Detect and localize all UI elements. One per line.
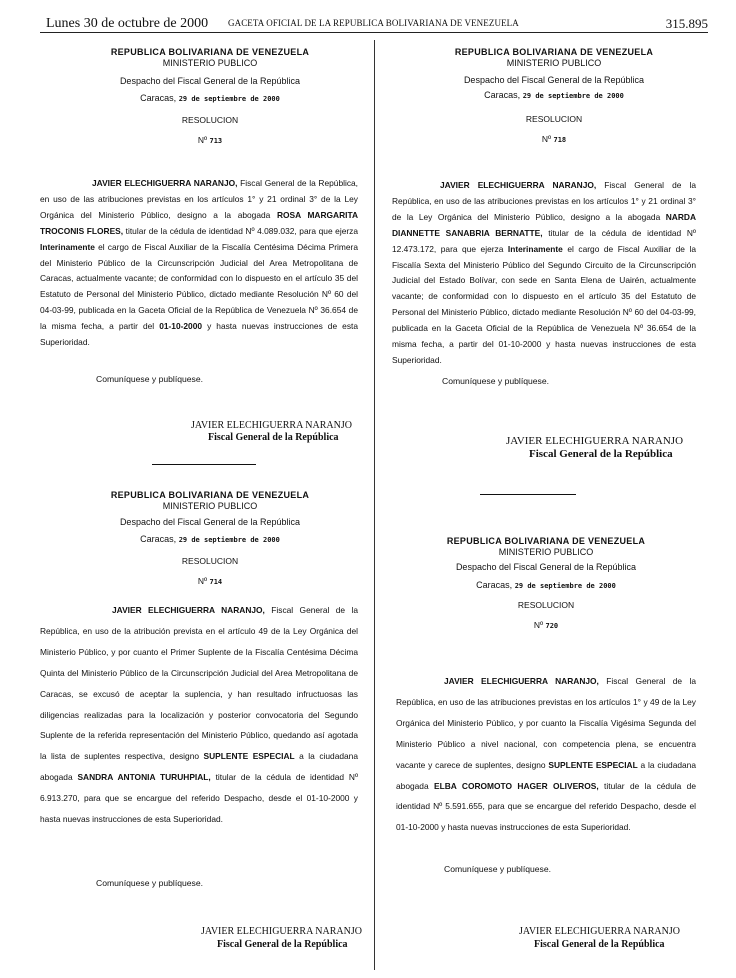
issue-date: Lunes 30 de octubre de 2000 xyxy=(46,16,209,31)
resolution-label: RESOLUCION xyxy=(525,114,583,124)
appointment-type: Interinamente xyxy=(507,243,563,254)
ministry-heading: MINISTERIO PUBLICO xyxy=(162,58,258,68)
body-segment: titular de la cédula de identidad Nº 12.473.172, para que ejerza xyxy=(392,227,696,254)
number-prefix: Nº xyxy=(197,576,208,586)
number-prefix: Nº xyxy=(541,134,552,144)
signer-name: JAVIER ELECHIGUERRA NARANJO xyxy=(191,420,352,431)
office-heading: Despacho del Fiscal General de la República xyxy=(463,75,645,85)
appointee-name: ELBA COROMOTO HAGER OLIVEROS, xyxy=(434,780,599,791)
body-segment: Fiscal General de la República, en uso de las atribuciones previstas en los artículos 1° y 49 de la Ley Orgánica del Ministerio Público, y por cuanto la Fiscalía Vigésima Segunda del Ministerio Público a nivel nacional, con competencia plena, se encuentra vacante y carece de suplentes, designo xyxy=(396,676,696,770)
appointee-name: NARDA DIANNETTE SANABRIA BERNATTE, xyxy=(392,211,696,238)
place: Caracas, xyxy=(140,534,177,544)
resolution-number xyxy=(60,135,360,145)
place-date xyxy=(60,93,360,103)
place-date xyxy=(396,580,696,590)
appointee-name: SANDRA ANTONIA TURUHPIAL, xyxy=(77,772,211,783)
resolution-number xyxy=(396,620,696,630)
number-value: 713 xyxy=(209,137,223,145)
closing: Comuníquese y publíquese. xyxy=(96,878,204,888)
country-heading: REPUBLICA BOLIVARIANA DE VENEZUELA xyxy=(454,47,654,57)
gazette-title: GACETA OFICIAL DE LA REPUBLICA BOLIVARIANA DE VENEZUELA xyxy=(228,18,519,28)
ministry-heading: MINISTERIO PUBLICO xyxy=(162,501,258,511)
resolution-date: 29 de septiembre de 2000 xyxy=(178,95,280,103)
resolution-date: 29 de septiembre de 2000 xyxy=(522,92,624,100)
body-segment: y hasta nuevas instrucciones de esta Superioridad. xyxy=(40,321,358,348)
number-value: 714 xyxy=(209,578,223,586)
ministry-heading: MINISTERIO PUBLICO xyxy=(506,58,602,68)
appointee-name: ROSA MARGARITA TROCONIS FLORES, xyxy=(40,209,359,236)
office-heading: Despacho del Fiscal General de la República xyxy=(119,517,301,527)
separator-rule xyxy=(480,494,576,495)
resolution-body xyxy=(392,178,696,369)
signer-title: Fiscal General de la República xyxy=(534,939,665,950)
number-value: 718 xyxy=(553,136,567,144)
signer-name-inline: JAVIER ELECHIGUERRA NARANJO, xyxy=(440,180,597,190)
appointment-type: SUPLENTE ESPECIAL xyxy=(548,759,638,770)
closing: Comuníquese y publíquese. xyxy=(442,376,550,386)
place: Caracas, xyxy=(476,580,513,590)
resolution-label: RESOLUCION xyxy=(517,600,575,610)
body-segment: titular de la cédula de identidad Nº 5.591.655, para que se encargue del referido Despacho, desde el 01-10-2000 y hasta nuevas instrucciones de esta Superioridad. xyxy=(396,780,696,833)
page-number: 315.895 xyxy=(665,16,708,31)
body-segment: titular de la cédula de identidad Nº 6.913.270, para que se encargue del referido Despacho, desde el 01-10-2000 y hasta nuevas instrucciones de esta Superioridad. xyxy=(40,772,358,825)
country-heading: REPUBLICA BOLIVARIANA DE VENEZUELA xyxy=(446,536,646,546)
resolution-date: 29 de septiembre de 2000 xyxy=(514,582,616,590)
number-prefix: Nº xyxy=(197,135,208,145)
signer-title: Fiscal General de la República xyxy=(208,432,339,443)
resolution-number xyxy=(404,134,704,144)
resolution-number xyxy=(60,576,360,586)
body-segment: el cargo de Fiscal Auxiliar de la Fiscalía Centésima Décima Primera del Ministerio Público de la Circunscripción Judicial del Area Metropolitana de Caracas, actualmente vacante; de conformidad con lo dispuesto en el artículo 35 del Estatuto de Personal del Ministerio Público, dictado mediante Resolución Nº 60 del 04-03-99, publicada en la Gaceta Oficial de la República de Venezuela Nº 36.654 de la misma fecha, a partir del xyxy=(40,241,358,332)
signer-name-inline: JAVIER ELECHIGUERRA NARANJO, xyxy=(444,676,599,686)
resolution-body xyxy=(396,671,696,838)
column-divider xyxy=(374,40,375,970)
resolution-body xyxy=(40,600,358,830)
appointment-type: Interinamente xyxy=(40,241,95,252)
separator-rule xyxy=(152,464,256,465)
place: Caracas, xyxy=(140,93,177,103)
page-header xyxy=(28,14,708,34)
body-segment: Fiscal General de la República, en uso de las atribuciones previstas en los artículos 1° y 21 ordinal 3° de la Ley Orgánica del Ministerio Público, designo a la abogada xyxy=(392,180,697,222)
body-segment: a la ciudadana abogada xyxy=(40,751,358,783)
resolution-label: RESOLUCION xyxy=(181,556,239,566)
place-date xyxy=(60,534,360,544)
country-heading: REPUBLICA BOLIVARIANA DE VENEZUELA xyxy=(110,490,310,500)
resolution-body xyxy=(40,176,358,351)
resolution-date: 29 de septiembre de 2000 xyxy=(178,536,280,544)
signer-name: JAVIER ELECHIGUERRA NARANJO xyxy=(201,926,362,937)
place: Caracas, xyxy=(484,90,521,100)
ministry-heading: MINISTERIO PUBLICO xyxy=(498,547,594,557)
body-segment: Fiscal General de la República, en uso de la atribución prevista en el artículo 49 de la Ley Orgánica del Ministerio Público, y por cuanto el Primer Suplente de la Fiscalía Centésima Décima Quinta del Ministerio Público de la Circunscripción Judicial del Area Metropolitana de Caracas, se excusó de aceptar la suplencia, y han resultado infructuosas las diligencias realizadas para la localización y posterior convocatoria del Segundo Suplente de la referida representación del Ministerio Público, quedando así agotada la lista de suplentes respectiva, designo xyxy=(40,605,358,762)
body-segment: el cargo de Fiscal Auxiliar de la Fiscalía Sexta del Ministerio Público del Segundo Circuito de la Circunscripción Judicial del Estado Bolívar, con sede en Santa Elena de Uairén, actualmente vacante; de conformidad con lo dispuesto en el artículo 35 del Estatuto de Personal del Ministerio Público, dictado mediante Resolución Nº 60 del 04-03-99, publicada en la Gaceta Oficial de la República de Venezuela Nº 36.654 de la misma fecha, a partir del 01-10-2000 y hasta nuevas instrucciones de esta Superioridad. xyxy=(392,243,696,365)
body-segment: titular de la cédula de identidad Nº 4.089.032, para que ejerza xyxy=(123,225,358,236)
signer-title: Fiscal General de la República xyxy=(529,448,673,460)
start-date: 01-10-2000 xyxy=(159,321,203,332)
signer-name: JAVIER ELECHIGUERRA NARANJO xyxy=(519,926,680,937)
place-date xyxy=(404,90,704,100)
office-heading: Despacho del Fiscal General de la República xyxy=(119,76,301,86)
signer-title: Fiscal General de la República xyxy=(217,939,348,950)
resolution-label: RESOLUCION xyxy=(181,115,239,125)
number-value: 720 xyxy=(545,622,559,630)
closing: Comuníquese y publíquese. xyxy=(96,374,204,384)
office-heading: Despacho del Fiscal General de la República xyxy=(455,562,637,572)
body-segment: a la ciudadana abogada xyxy=(396,759,696,791)
signer-name-inline: JAVIER ELECHIGUERRA NARANJO, xyxy=(92,178,238,188)
closing: Comuníquese y publíquese. xyxy=(444,864,552,874)
body-segment: Fiscal General de la República, en uso de las atribuciones previstas en los artículos 1° y 21 ordinal 3° de la Ley Orgánica del Ministerio Público, designo a la abogada xyxy=(40,178,358,220)
number-prefix: Nº xyxy=(533,620,544,630)
country-heading: REPUBLICA BOLIVARIANA DE VENEZUELA xyxy=(110,47,310,57)
header-rule xyxy=(40,32,708,33)
signer-name: JAVIER ELECHIGUERRA NARANJO xyxy=(506,435,684,447)
signer-name-inline: JAVIER ELECHIGUERRA NARANJO, xyxy=(112,605,265,615)
appointment-type: SUPLENTE ESPECIAL xyxy=(203,751,295,762)
